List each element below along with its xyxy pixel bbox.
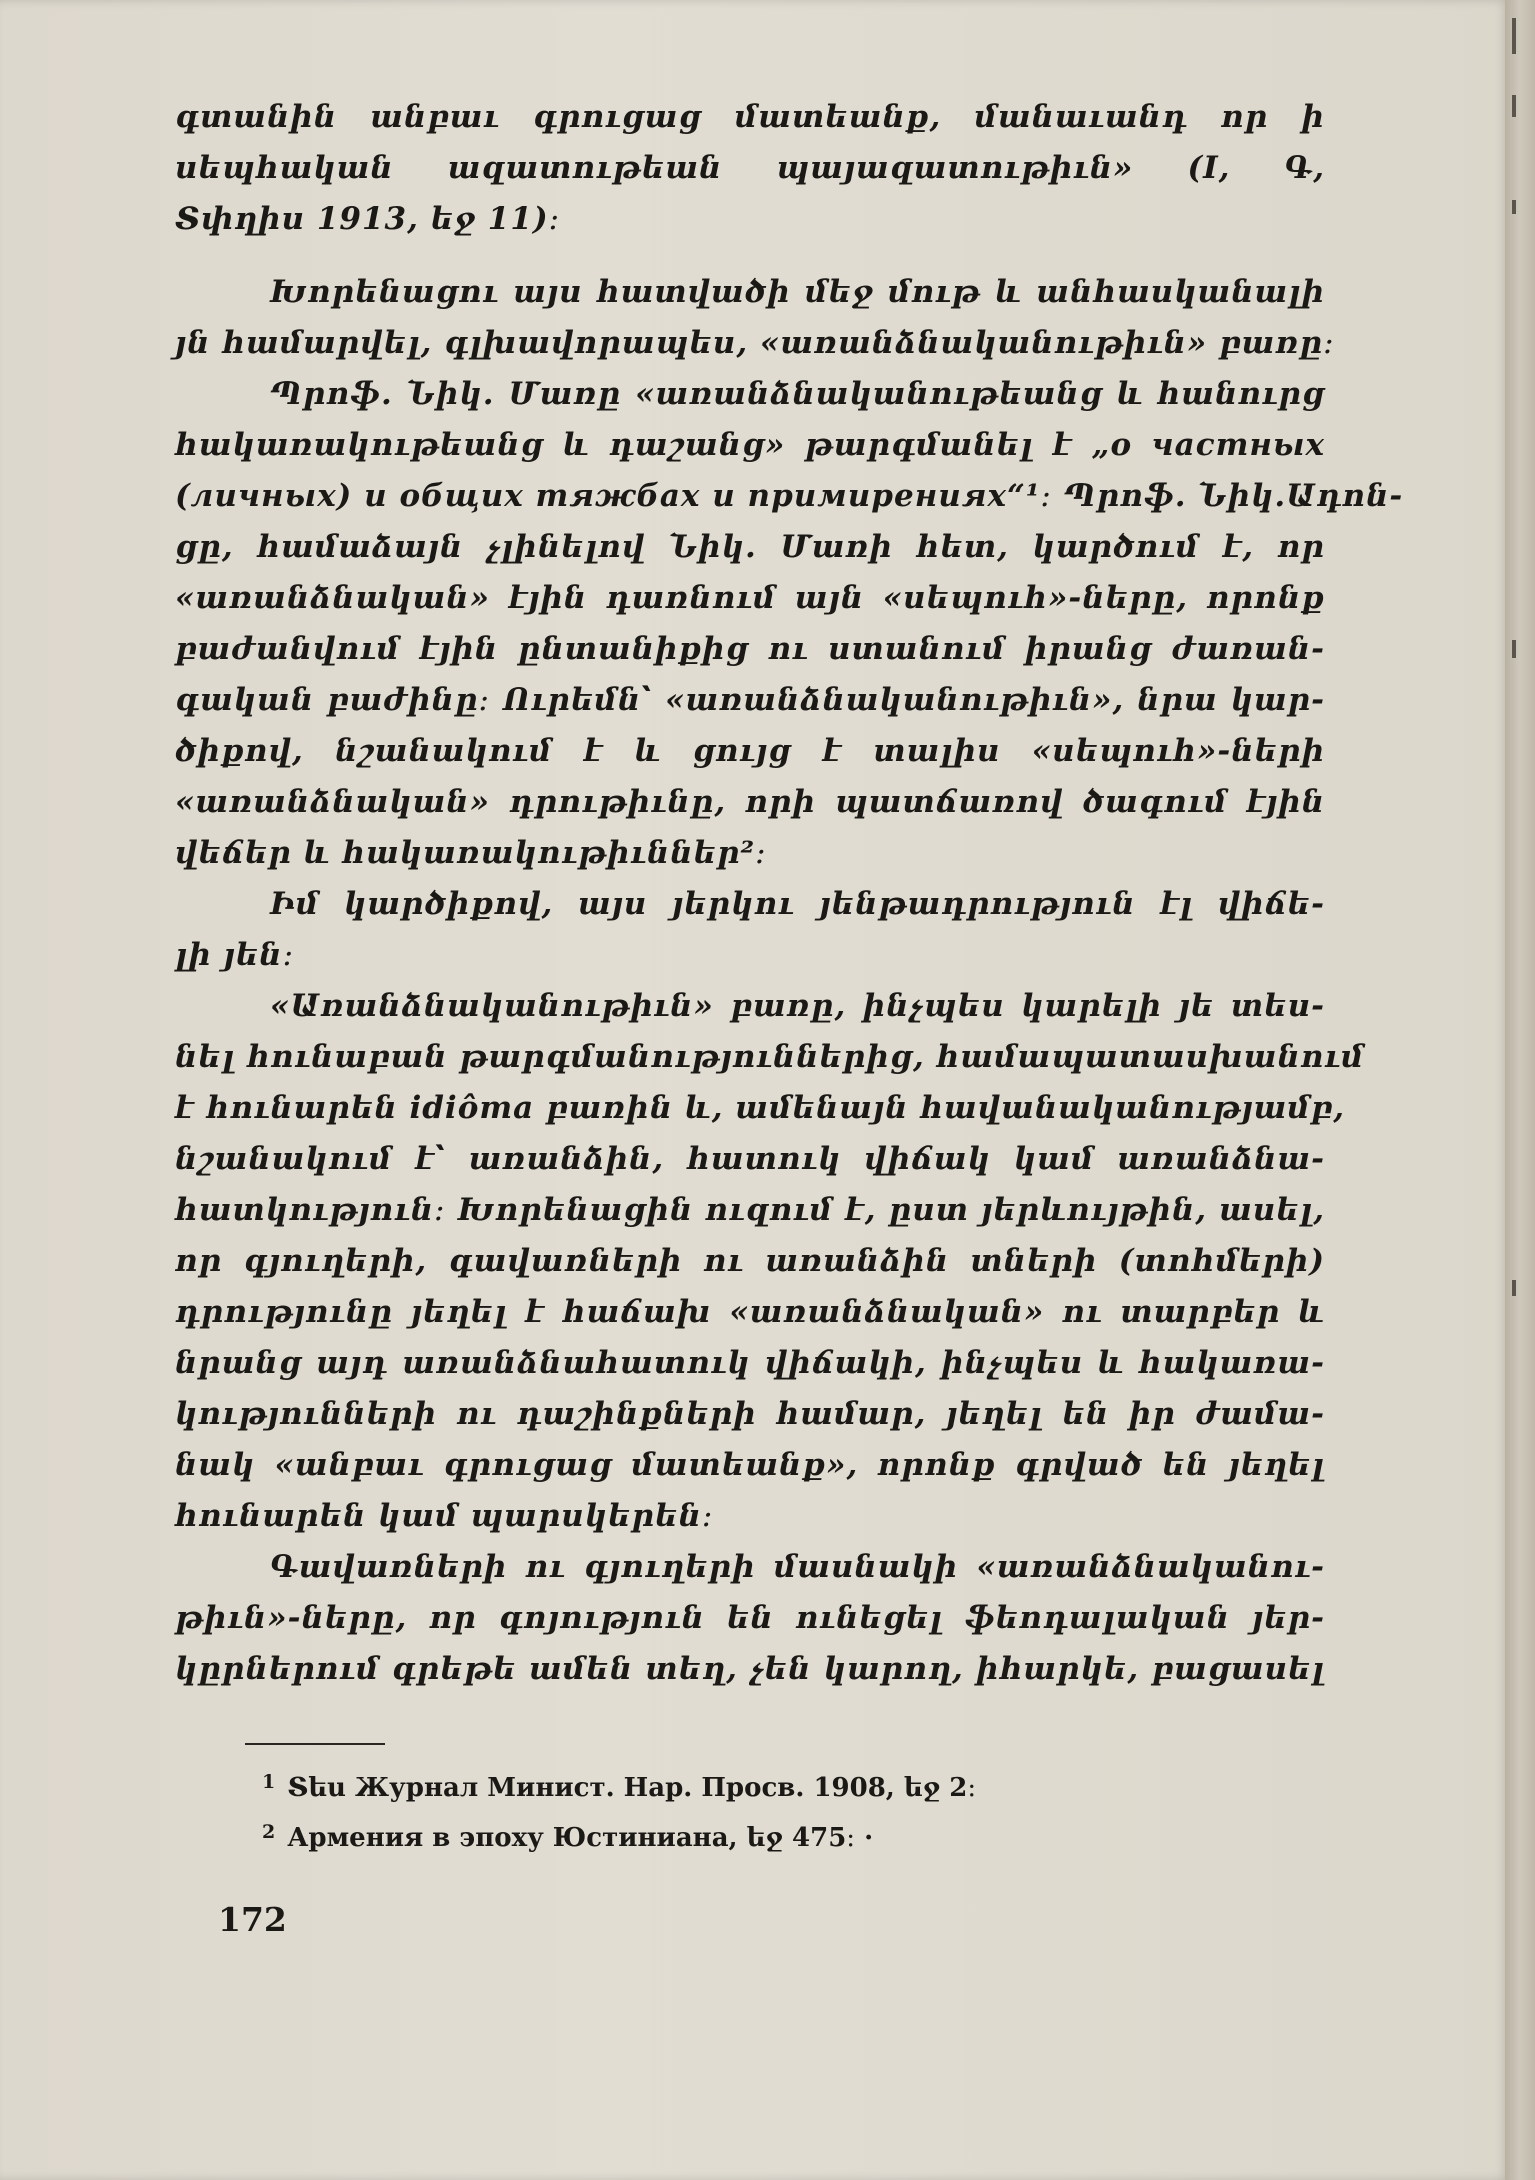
text-line: ծիքով, նշանակում է և ցույց է տալիս «սեպուհ»-ների xyxy=(175,733,1325,769)
page-number: 172 xyxy=(218,1900,287,1939)
footnote-number: 1 xyxy=(262,1771,276,1793)
text-line: գտանին անբաւ գրուցաց մատեանք, մանաւանդ որ ի xyxy=(175,99,1325,135)
footnote xyxy=(262,1760,976,1810)
text-line: կըրներում գրեթե ամեն տեղ, չեն կարող, իհարկե, բացասել xyxy=(175,1651,1325,1687)
footnote xyxy=(262,1810,976,1860)
text-line: Տփղիս 1913, եջ 11)։ xyxy=(175,201,561,237)
body-text xyxy=(175,92,1404,1695)
footnote-divider xyxy=(245,1743,385,1745)
book-gutter xyxy=(1505,0,1535,2180)
text-line: բաժանվում էյին ընտանիքից ու ստանում իրանց ժառան- xyxy=(175,631,1325,667)
text-line: դրությունը յեղել է հաճախ «առանձնական» ու տարբեր և xyxy=(175,1294,1325,1330)
text-line: նրանց այդ առանձնահատուկ վիճակի, ինչպես և հակառա- xyxy=(175,1345,1325,1381)
text-line: ցը, համաձայն չլինելով Նիկ. Մառի հետ, կարծում է, որ xyxy=(175,529,1325,565)
text-line: նակ «անբաւ գրուցաց մատեանք», որոնք գրված են յեղել xyxy=(175,1447,1325,1483)
gutter-mark xyxy=(1512,640,1516,658)
text-line: լի յեն։ xyxy=(175,937,295,973)
text-line: է հունարեն idiôma բառին և, ամենայն հավանականությամբ, xyxy=(175,1090,1346,1126)
text-line: վեճեր և հակառակութիւններ²։ xyxy=(175,835,767,871)
text-line: հատկություն։ Խորենացին ուզում է, ըստ յերևույթին, ասել, xyxy=(175,1192,1325,1228)
text-line: թիւն»-ները, որ գոյություն են ունեցել ֆեոդալական յեր- xyxy=(175,1600,1325,1636)
text-line: կությունների ու դաշինքների համար, յեղել են իր ժամա- xyxy=(175,1396,1325,1432)
text-line: (личных) и общих тяжбах и примирениях“¹։ Պրոֆ. Նիկ.Ադոն- xyxy=(175,478,1404,514)
gutter-mark xyxy=(1512,1280,1516,1296)
gutter-mark xyxy=(1512,95,1516,117)
text-line: Գավառների ու գյուղերի մասնակի «առանձնականու- xyxy=(270,1549,1325,1585)
text-line: որ գյուղերի, գավառների ու առանձին տների (տոհմերի) xyxy=(175,1243,1325,1279)
footnote-number: 2 xyxy=(262,1821,276,1843)
text-line: «առանձնական» էյին դառնում այն «սեպուհ»-ները, որոնք xyxy=(175,580,1325,616)
text-line: Խորենացու այս հատվածի մեջ մութ և անհասկանալի xyxy=(270,274,1325,310)
text-line: յն համարվել, գլխավորապես, «առանձնականութիւն» բառը։ xyxy=(175,325,1335,361)
paragraph-gap xyxy=(175,245,1325,267)
footnotes xyxy=(262,1760,976,1860)
footnote-text: Տես Журнал Минист. Нар. Просв. 1908, եջ 2։ xyxy=(287,1773,977,1803)
text-line: նշանակում է՝ առանձին, հատուկ վիճակ կամ առանձնա- xyxy=(175,1141,1325,1177)
text-line: նել հունաբան թարգմանություններից, համապատասխանում xyxy=(175,1039,1365,1075)
text-line: հունարեն կամ պարսկերեն։ xyxy=(175,1498,714,1534)
text-line: Իմ կարծիքով, այս յերկու յենթադրություն էլ վիճե- xyxy=(270,886,1325,922)
gutter-mark xyxy=(1512,18,1516,54)
gutter-mark xyxy=(1512,200,1516,214)
text-line: հակառակութեանց և դաշանց» թարգմանել է „о частных xyxy=(175,427,1325,463)
text-line: «Առանձնականութիւն» բառը, ինչպես կարելի յե տես- xyxy=(270,988,1325,1024)
text-line: գական բաժինը։ Ուրեմն՝ «առանձնականութիւն», նրա կար- xyxy=(175,682,1325,718)
text-line: սեպհական ազատութեան պայազատութիւն» (I, Գ, xyxy=(175,150,1325,186)
text-line: «առանձնական» դրութիւնը, որի պատճառով ծագում էյին xyxy=(175,784,1325,820)
footnote-text: Армения в эпоху Юстиниана, եջ 475։ · xyxy=(287,1823,874,1853)
text-line: Պրոֆ. Նիկ. Մառը «առանձնականութեանց և հանուրց xyxy=(270,376,1325,412)
